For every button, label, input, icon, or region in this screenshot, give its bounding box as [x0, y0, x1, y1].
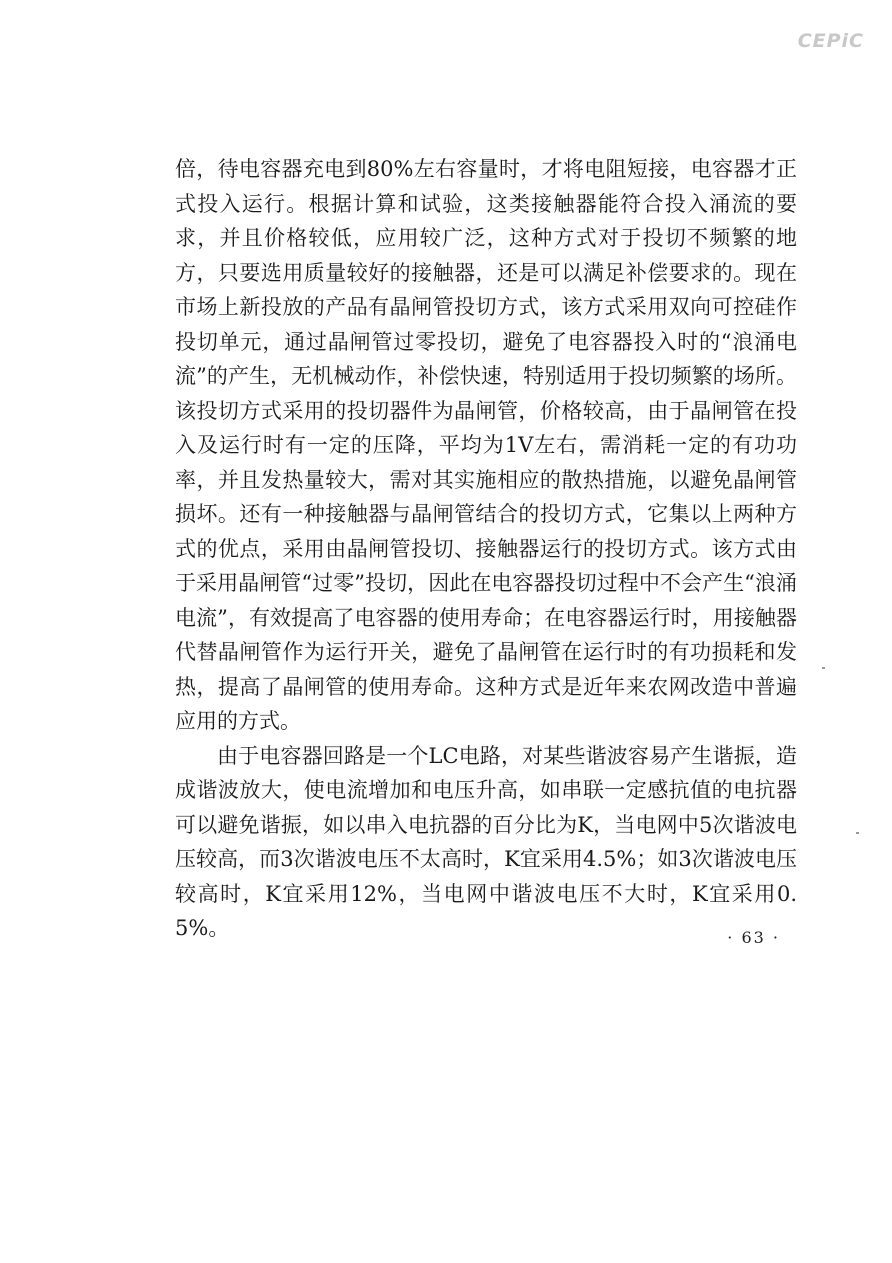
paragraph-capacitor-switching: 倍，待电容器充电到80%左右容量时，才将电阻短接，电容器才正式投入运行。根据计算和试验，这类接触器能符合投入涌流的要求，并且价格较低，应用较广泛，这种方式对于投切不频繁的地方，只要选用质量较好的接触器，还是可以满足补偿要求的。现在市场上新投放的产品有晶闸管投切方式，该方式采用双向可控硅作投切单元，通过晶闸管过零投切，避免了电容器投入时的“浪涌电流”的产生，无机械动作，补偿快速，特别适用于投切频繁的场所。该投切方式采用的投切器件为晶闸管，价格较高，由于晶闸管在投入及运行时有一定的压降，平均为1V左右，需消耗一定的有功功率，并且发热量较大，需对其实施相应的散热措施，以避免晶闸管损坏。还有一种接触器与晶闸管结合的投切方式，它集以上两种方式的优点，采用由晶闸管投切、接触器运行的投切方式。该方式由于采用晶闸管“过零”投切，因此在电容器投切过程中不会产生“浪涌电流”，有效提高了电容器的使用寿命；在电容器运行时，用接触器代替晶闸管作为运行开关，避免了晶闸管在运行时的有功损耗和发热，提高了晶闸管的使用寿命。这种方式是近年来农网改造中普遍应用的方式。 — [175, 157, 797, 733]
paragraph-harmonic-reactor: 由于电容器回路是一个LC电路，对某些谐波容易产生谐振，造成谐波放大，使电流增加和电压升高，如串联一定感抗值的电抗器可以避免谐振，如以串入电抗器的百分比为K，当电网中5次谐波电压较高，而3次谐波电压不太高时，K宜采用4.5%；如3次谐波电压较高时，K宜采用12%，当电网中谐波电压不大时，K宜采用0.5%。 — [175, 743, 797, 940]
publisher-logo: CEPiC — [797, 30, 864, 52]
scan-speck — [822, 667, 825, 669]
scan-speck — [856, 832, 859, 834]
page-number: · 63 · — [727, 928, 780, 947]
page-body — [175, 152, 797, 946]
